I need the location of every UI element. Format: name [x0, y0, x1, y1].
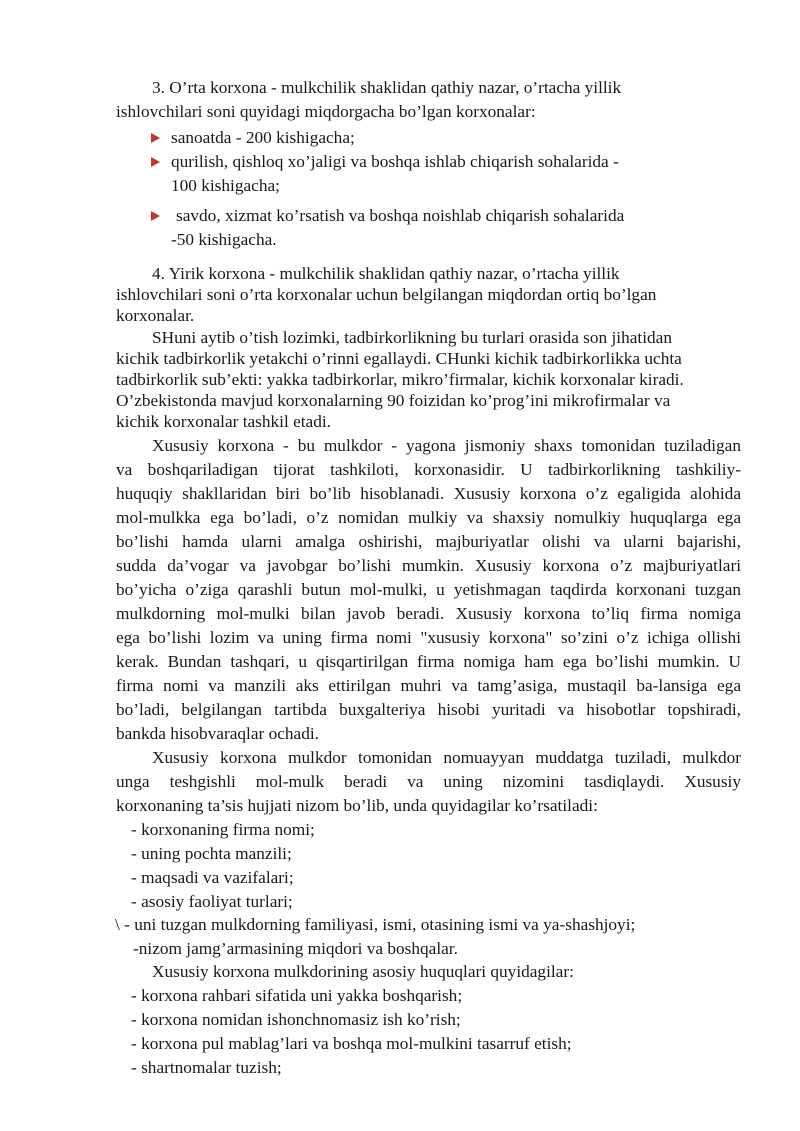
- text-line: mulkdorning mol-mulki bilan javob beradi. Xususiy korxona to’liq firma nomiga: [116, 604, 741, 623]
- text-line: tadbirkorlik sub’ekti: yakka tadbirkorlar, mikro’firmalar, kichik korxonalar kiradi.: [116, 370, 684, 389]
- text-line: mol-mulkka ega bo’ladi, o’z nomidan mulkiy va shaxsiy nomulkiy huquqlarga ega: [116, 508, 741, 527]
- text-line: korxonalar.: [116, 306, 195, 325]
- text-line: O’zbekistonda mavjud korxonalarning 90 foizidan ko’prog’ini mikrofirmalar va: [116, 391, 671, 410]
- text-line: Xususiy korxona mulkdorining asosiy huquqlari quyidagilar:: [152, 962, 574, 981]
- list-item: qurilish, qishloq xo’jaligi va boshqa ishlab chiqarish sohalarida -: [171, 152, 619, 171]
- list-item: sanoatda - 200 kishigacha;: [171, 128, 355, 147]
- arrow-bullet-icon: [151, 157, 160, 167]
- list-item: - korxona rahbari sifatida uni yakka boshqarish;: [131, 986, 463, 1005]
- list-item: \ - uni tuzgan mulkdorning familiyasi, ismi, otasining ismi va ya-shashjoyi;: [115, 915, 636, 934]
- text-line: bo’lishi hamda ularni amalga oshirishi, majburiyatlar olishi va ularni bajarishi,: [116, 532, 741, 551]
- text-line: ishlovchilari soni quyidagi miqdorgacha bo’lgan korxonalar:: [116, 102, 536, 121]
- list-item: savdo, xizmat ko’rsatish va boshqa noishlab chiqarish sohalarida: [176, 206, 625, 225]
- text-line: Xususiy korxona mulkdor tomonidan nomuayyan muddatga tuziladi, mulkdor: [152, 748, 741, 767]
- list-item: - korxonaning firma nomi;: [131, 820, 315, 839]
- text-line: unga teshgishli mol-mulk beradi va uning nizomini tasdiqlaydi. Xususiy: [116, 772, 741, 791]
- text-line: 100 kishigacha;: [171, 176, 280, 195]
- list-item: - korxona pul mablag’lari va boshqa mol-mulkini tasarruf etish;: [131, 1034, 572, 1053]
- text-line: huquqiy shakllaridan biri bo’lib hisoblanadi. Xususiy korxona o’z egaligida alohida: [116, 484, 741, 503]
- text-line: 3. O’rta korxona - mulkchilik shaklidan qathiy nazar, o’rtacha yillik: [152, 78, 622, 97]
- arrow-bullet-icon: [151, 211, 160, 221]
- list-item: - shartnomalar tuzish;: [131, 1058, 282, 1077]
- list-item: - asosiy faoliyat turlari;: [131, 892, 293, 911]
- text-line: bankda hisobvaraqlar ochadi.: [116, 724, 319, 743]
- text-line: -50 kishigacha.: [171, 230, 277, 249]
- text-line: bo’ladi, belgilangan tartibda buxgalteriya hisobi yuritadi va hisobotlar topshiradi,: [116, 700, 741, 719]
- text-line: va boshqariladigan tijorat tashkiloti, korxonasidir. U tadbirkorlikning tashkiliy-: [116, 460, 741, 479]
- list-item: -nizom jamg’armasining miqdori va boshqalar.: [133, 939, 458, 958]
- list-item: - korxona nomidan ishonchnomasiz ish ko’rish;: [131, 1010, 461, 1029]
- text-line: korxonaning ta’sis hujjati nizom bo’lib, unda quyidagilar ko’rsatiladi:: [116, 796, 598, 815]
- text-line: firma nomi va manzili aks ettirilgan muhri va tamg’asiga, mustaqil ba-lansiga ega: [116, 676, 741, 695]
- arrow-bullet-icon: [151, 133, 160, 143]
- text-line: sudda da’vogar va javobgar bo’lishi mumkin. Xususiy korxona o’z majburiyatlari: [116, 556, 741, 575]
- text-line: 4. Yirik korxona - mulkchilik shaklidan qathiy nazar, o’rtacha yillik: [152, 264, 620, 283]
- list-item: - uning pochta manzili;: [131, 844, 292, 863]
- text-line: ishlovchilari soni o’rta korxonalar uchun belgilangan miqdordan ortiq bo’lgan: [116, 285, 657, 304]
- list-item: - maqsadi va vazifalari;: [131, 868, 294, 887]
- text-line: Xususiy korxona - bu mulkdor - yagona jismoniy shaxs tomonidan tuziladigan: [152, 436, 741, 455]
- text-line: kichik korxonalar tashkil etadi.: [116, 412, 331, 431]
- text-line: SHuni aytib o’tish lozimki, tadbirkorlikning bu turlari orasida son jihatidan: [152, 328, 672, 347]
- text-line: ega bo’lishi lozim va uning firma nomi "xususiy korxona" so’zini o’z ichiga ollishi: [116, 628, 741, 647]
- text-line: bo’yicha o’ziga qarashli butun mol-mulki, u yetishmagan taqdirda korxonani tuzgan: [116, 580, 741, 599]
- text-line: kerak. Bundan tashqari, u qisqartirilgan firma nomiga ham ega bo’lishi mumkin. U: [116, 652, 741, 671]
- text-line: kichik tadbirkorlik yetakchi o’rinni egallaydi. CHunki kichik tadbirkorlikka uchta: [116, 349, 682, 368]
